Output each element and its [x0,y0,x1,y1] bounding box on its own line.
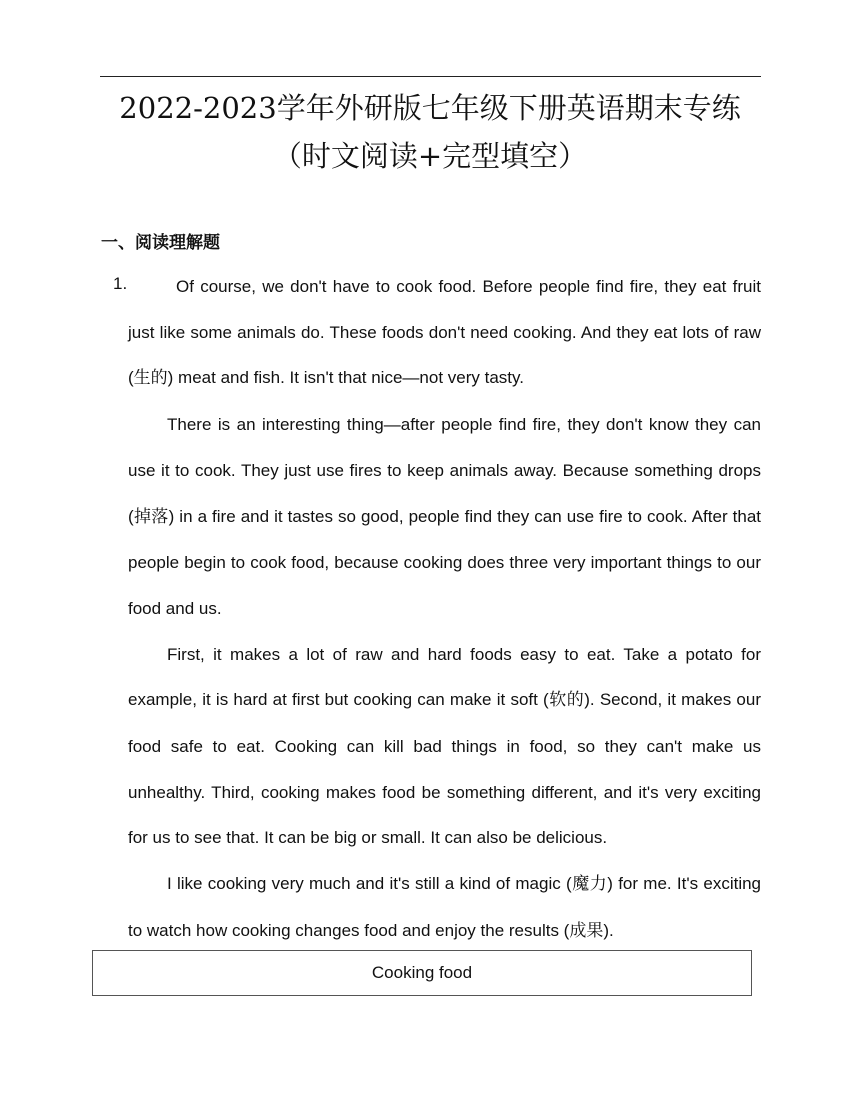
section-heading: 一、阅读理解题 [101,233,220,253]
chinese-gloss: 掉落 [133,506,169,527]
passage-paragraph [128,402,761,632]
passage-text: There is an interesting thing—after people find fire, they don't know they can use it to cook. They just use fires to keep animals away. Because something drops ( [128,415,761,526]
passage-text: ) in a fire and it tastes so good, people find they can use fire to cook. After that people begin to cook food, because cooking does three very important things to our food and us. [128,506,762,618]
passage-text: Of course, we don't have to cook food. Before people find fire, they eat fruit just like some animals do. These foods don't need cooking. And they eat lots of raw ( [128,277,761,388]
title-line-2: （时文阅读+完型填空） [272,139,588,173]
title-top-rule [100,76,761,77]
passage-paragraph [128,632,761,862]
title-line-1: 2022-2023学年外研版七年级下册英语期末专练 [119,91,741,125]
question-number: 1. [113,274,128,293]
passage-text: ). [603,920,614,940]
reading-passage [128,264,761,955]
summary-table [92,950,752,996]
chinese-gloss: 生的 [133,368,168,389]
chinese-gloss: 成果 [569,920,604,941]
passage-paragraph [128,264,761,402]
chinese-gloss: 软的 [548,690,585,711]
chinese-gloss: 魔力 [571,874,608,895]
passage-paragraph [128,861,761,954]
table-header-cell: Cooking food [371,963,473,982]
passage-text: ) for me. It's exciting to watch how cooking changes food and enjoy the results ( [128,874,761,940]
passage-text: ) meat and fish. It isn't that nice—not very tasty. [167,368,524,388]
passage-text: I like cooking very much and it's still a kind of magic ( [167,874,572,894]
page-title [0,84,860,180]
passage-text: ). Second, it makes our food safe to eat. Cooking can kill bad things in food, so they can't make us unhealthy. Third, cooking makes food be something different, and it's very exciting for us to see that. It can be big or small. It can also be delicious. [128,690,761,848]
passage-text: First, it makes a lot of raw and hard foods easy to eat. Take a potato for example, it is hard at first but cooking can make it soft ( [128,644,761,710]
